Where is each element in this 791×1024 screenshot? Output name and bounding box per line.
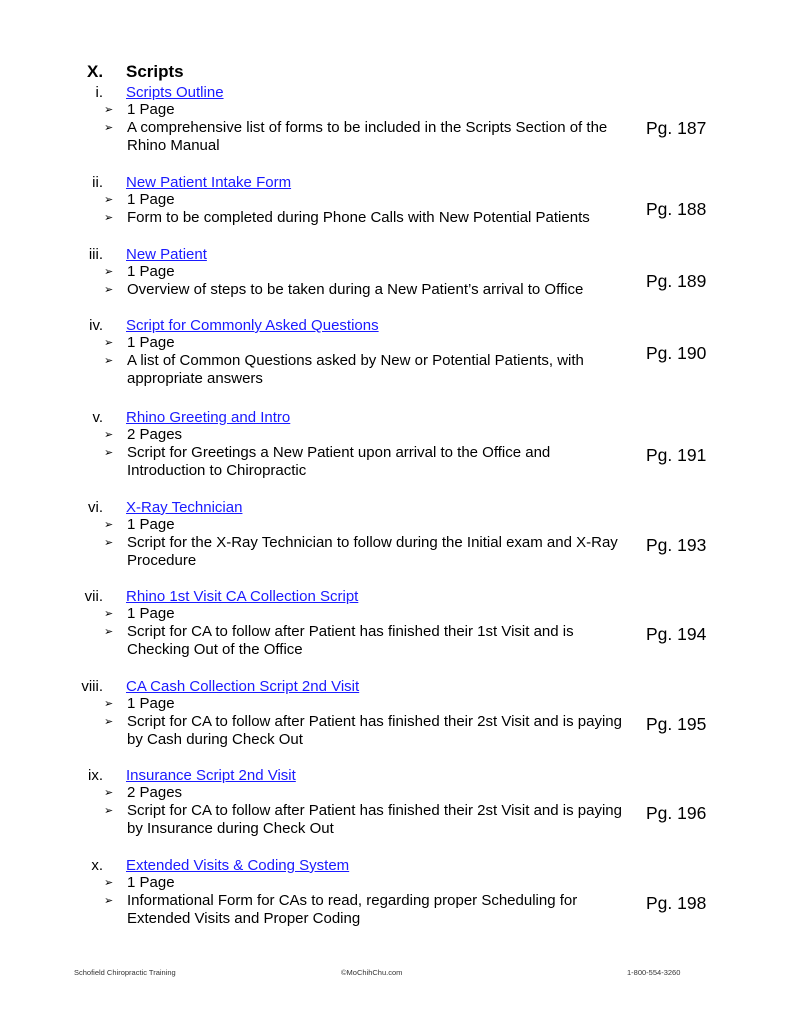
bullet-text: Script for the X-Ray Technician to follow during the Initial exam and X-Ray Procedure bbox=[127, 534, 618, 569]
arrow-bullet-icon: ➢ bbox=[104, 212, 114, 224]
bullet-text: 1 Page bbox=[127, 605, 175, 622]
arrow-bullet-icon: ➢ bbox=[104, 787, 114, 799]
entry-title-link[interactable]: X-Ray Technician bbox=[126, 499, 243, 516]
entry-numeral: viii. bbox=[81, 678, 103, 695]
entry-title-link[interactable]: New Patient Intake Form bbox=[126, 174, 292, 191]
entry-numeral: x. bbox=[91, 857, 103, 874]
entry-numeral: ix. bbox=[88, 767, 103, 784]
bullet-text: Informational Form for CAs to read, regarding proper Scheduling for Extended Visits and Proper Coding bbox=[127, 892, 578, 927]
arrow-bullet-icon: ➢ bbox=[104, 447, 114, 459]
entry-title-link[interactable]: CA Cash Collection Script 2nd Visit bbox=[126, 678, 360, 695]
bullet-text: Script for CA to follow after Patient has finished their 2st Visit and is paying by Insurance during Check Out bbox=[127, 802, 622, 837]
footer-left: Schofield Chiropractic Training bbox=[74, 968, 176, 977]
entry-numeral: ii. bbox=[92, 174, 103, 191]
footer-right: 1-800-554-3260 bbox=[627, 968, 681, 977]
bullet-text: 1 Page bbox=[127, 516, 175, 533]
bullet-text: 1 Page bbox=[127, 334, 175, 351]
entry-title-link[interactable]: Extended Visits & Coding System bbox=[126, 857, 350, 874]
arrow-bullet-icon: ➢ bbox=[104, 626, 114, 638]
entry-title-link[interactable]: New Patient bbox=[126, 246, 207, 263]
bullet-text: 1 Page bbox=[127, 263, 175, 280]
section-number: X. bbox=[87, 62, 104, 81]
bullet-text: 2 Pages bbox=[127, 784, 183, 801]
bullet-text: 1 Page bbox=[127, 874, 175, 891]
page-number: Pg. 188 bbox=[646, 199, 707, 219]
arrow-bullet-icon: ➢ bbox=[104, 537, 114, 549]
page-number: Pg. 198 bbox=[646, 893, 707, 913]
arrow-bullet-icon: ➢ bbox=[104, 337, 114, 349]
bullet-text: A list of Common Questions asked by New or Potential Patients, with appropriate answers bbox=[127, 352, 584, 387]
bullet-text: 1 Page bbox=[127, 101, 175, 118]
page-number: Pg. 196 bbox=[646, 803, 707, 823]
arrow-bullet-icon: ➢ bbox=[104, 355, 114, 367]
entry-title-link[interactable]: Insurance Script 2nd Visit bbox=[126, 767, 296, 784]
page-number: Pg. 194 bbox=[646, 624, 707, 644]
entry-numeral: vi. bbox=[88, 499, 103, 516]
page-number: Pg. 191 bbox=[646, 445, 707, 465]
arrow-bullet-icon: ➢ bbox=[104, 698, 114, 710]
arrow-bullet-icon: ➢ bbox=[104, 266, 114, 278]
entry-numeral: iv. bbox=[89, 317, 103, 334]
entry-title-link[interactable]: Rhino Greeting and Intro bbox=[126, 409, 291, 426]
entry-numeral: v. bbox=[92, 409, 103, 426]
entry-numeral: iii. bbox=[88, 246, 103, 263]
entry-title-link[interactable]: Script for Commonly Asked Questions bbox=[126, 317, 379, 334]
page-number: Pg. 193 bbox=[646, 535, 707, 555]
entry-title-link[interactable]: Rhino 1st Visit CA Collection Script bbox=[126, 588, 359, 605]
page-number: Pg. 187 bbox=[646, 118, 707, 138]
bullet-text: Overview of steps to be taken during a New Patient’s arrival to Office bbox=[127, 281, 584, 298]
entry-numeral: i. bbox=[95, 84, 103, 101]
entry-numeral: vii. bbox=[84, 588, 103, 605]
arrow-bullet-icon: ➢ bbox=[104, 429, 114, 441]
arrow-bullet-icon: ➢ bbox=[104, 608, 114, 620]
bullet-text: 2 Pages bbox=[127, 426, 183, 443]
footer-center: ©MoChihChu.com bbox=[341, 968, 403, 977]
arrow-bullet-icon: ➢ bbox=[104, 895, 114, 907]
arrow-bullet-icon: ➢ bbox=[104, 104, 114, 116]
entry-title-link[interactable]: Scripts Outline bbox=[126, 84, 224, 101]
page-number: Pg. 195 bbox=[646, 714, 707, 734]
bullet-text: 1 Page bbox=[127, 191, 175, 208]
arrow-bullet-icon: ➢ bbox=[104, 122, 114, 134]
arrow-bullet-icon: ➢ bbox=[104, 284, 114, 296]
arrow-bullet-icon: ➢ bbox=[104, 877, 114, 889]
arrow-bullet-icon: ➢ bbox=[104, 805, 114, 817]
page-number: Pg. 190 bbox=[646, 343, 707, 363]
bullet-text: A comprehensive list of forms to be included in the Scripts Section of the Rhino Manual bbox=[127, 119, 608, 154]
bullet-text: Form to be completed during Phone Calls with New Potential Patients bbox=[127, 209, 590, 226]
bullet-text: Script for Greetings a New Patient upon arrival to the Office and Introduction to Chiropractic bbox=[127, 444, 551, 479]
page-number: Pg. 189 bbox=[646, 271, 707, 291]
bullet-text: Script for CA to follow after Patient has finished their 1st Visit and is Checking Out of the Office bbox=[127, 623, 574, 658]
arrow-bullet-icon: ➢ bbox=[104, 519, 114, 531]
arrow-bullet-icon: ➢ bbox=[104, 194, 114, 206]
arrow-bullet-icon: ➢ bbox=[104, 716, 114, 728]
section-heading bbox=[87, 62, 184, 82]
section-title: Scripts bbox=[126, 62, 184, 81]
bullet-text: 1 Page bbox=[127, 695, 175, 712]
bullet-text: Script for CA to follow after Patient has finished their 2st Visit and is paying by Cash during Check Out bbox=[127, 713, 622, 748]
